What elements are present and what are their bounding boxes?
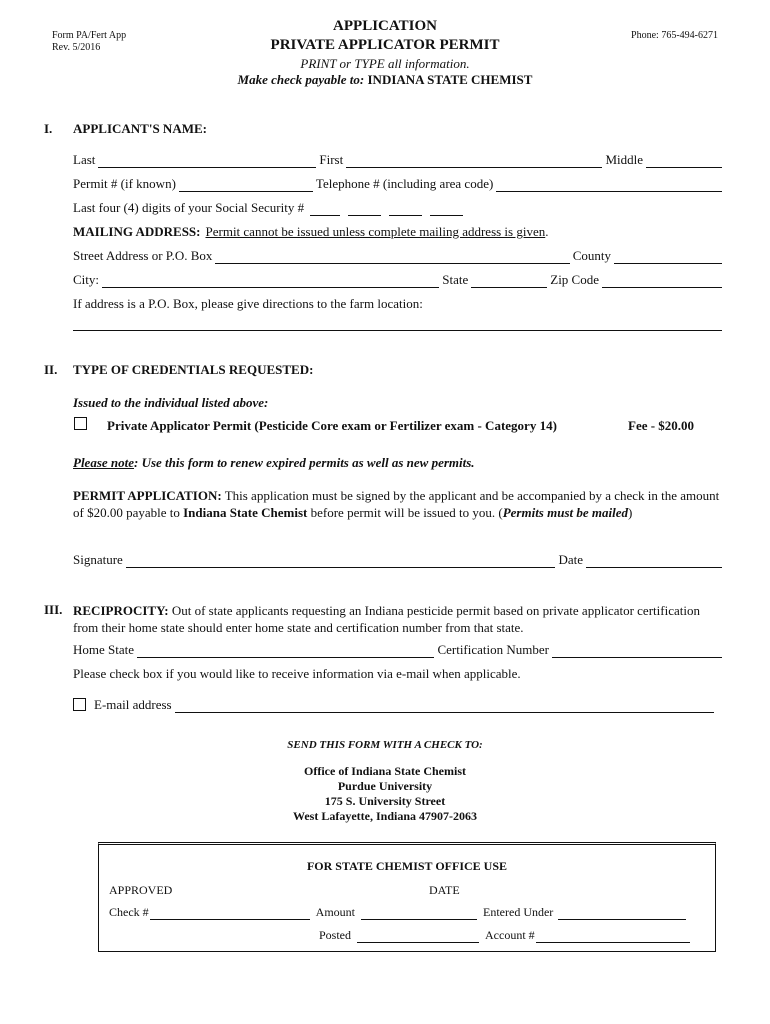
city-label: City: (73, 272, 100, 287)
ssn-label: Last four (4) digits of your Social Security # (73, 200, 305, 215)
permit-application-payee: Indiana State Chemist (183, 505, 308, 520)
first-name-field[interactable] (346, 155, 602, 168)
state-label: State (442, 272, 469, 287)
permit-number-label: Permit # (if known) (73, 176, 176, 191)
form-title: APPLICATION (333, 18, 437, 34)
mailing-line-1: Office of Indiana State Chemist (304, 764, 466, 778)
middle-name-label: Middle (605, 152, 643, 167)
phone-number: Phone: 765-494-6271 (631, 30, 718, 41)
zip-field[interactable] (602, 275, 722, 288)
permit-application-heading: PERMIT APPLICATION: (73, 488, 222, 503)
posted-label: Posted (319, 928, 352, 942)
ssn-digit-2[interactable] (348, 203, 381, 216)
zip-label: Zip Code (550, 272, 599, 287)
reciprocity-paragraph (73, 602, 722, 636)
form-revision: Rev. 5/2016 (52, 42, 101, 53)
email-prompt-row (73, 666, 722, 682)
certification-number-label: Certification Number (437, 642, 549, 657)
ssn-row (73, 200, 722, 216)
farm-directions-field[interactable] (73, 330, 722, 331)
fee-amount: Fee - $20.00 (628, 418, 695, 433)
account-number-label: Account # (485, 928, 535, 942)
section-2-numeral: II. (44, 362, 58, 377)
certification-number-field[interactable] (552, 645, 722, 658)
ssn-digit-4[interactable] (430, 203, 463, 216)
please-note-text: : Use this form to renew expired permits as well as new permits. (134, 455, 475, 470)
first-name-label: First (319, 152, 344, 167)
signature-row (73, 552, 722, 568)
po-box-note: If address is a P.O. Box, please give directions to the farm location: (73, 296, 423, 311)
email-checkbox[interactable] (73, 698, 86, 711)
home-state-field[interactable] (137, 645, 434, 658)
entered-under-field[interactable] (558, 907, 686, 920)
email-row (73, 697, 714, 713)
email-field[interactable] (175, 700, 714, 713)
street-row (73, 248, 722, 264)
mailing-address-label: MAILING ADDRESS: (73, 224, 201, 239)
ssn-digit-1[interactable] (310, 203, 340, 216)
send-form-heading: SEND THIS FORM WITH A CHECK TO: (287, 739, 483, 751)
section-1-heading: APPLICANT'S NAME: (73, 121, 207, 136)
email-label: E-mail address (94, 697, 172, 712)
name-row (73, 152, 722, 168)
mailing-address-heading: MAILING ADDRESS: Permit cannot be issued unless complete mailing address is given . (73, 224, 549, 239)
section-1-numeral: I. (44, 121, 53, 136)
payee-name: INDIANA STATE CHEMIST (367, 72, 533, 87)
payment-instruction (0, 72, 770, 88)
home-state-label: Home State (73, 642, 135, 657)
mailing-line-2: Purdue University (337, 779, 433, 793)
county-field[interactable] (614, 251, 722, 264)
permits-must-be-mailed: Permits must be mailed (502, 505, 629, 520)
permit-application-text-2: before permit will be issued to you. ( (310, 505, 503, 520)
section-2-heading: TYPE OF CREDENTIALS REQUESTED: (73, 362, 314, 377)
permit-application-paragraph (73, 487, 722, 521)
permit-application-text-1: This application must be signed by the applicant and be accompanied by a check in the amount of $20.00 payable to (73, 488, 720, 520)
home-state-row (73, 642, 722, 658)
ssn-digit-3[interactable] (389, 203, 422, 216)
city-row (73, 272, 722, 288)
mailing-line-4: West Lafayette, Indiana 47907-2063 (293, 809, 477, 823)
reciprocity-text: Out of state applicants requesting an Indiana pesticide permit based on private applicator certification from their home state should enter home state and certification number from that state. (73, 603, 700, 635)
street-field[interactable] (215, 251, 569, 264)
amount-label: Amount (315, 905, 355, 919)
check-number-label: Check # (109, 905, 149, 919)
account-number-field[interactable] (536, 930, 690, 943)
telephone-field[interactable] (496, 179, 722, 192)
signature-field[interactable] (126, 555, 556, 568)
county-label: County (572, 248, 611, 263)
form-subtitle: PRIVATE APPLICATOR PERMIT (270, 37, 500, 53)
reciprocity-heading: RECIPROCITY: (73, 603, 169, 618)
issued-to-label: Issued to the individual listed above: (73, 395, 269, 410)
private-applicator-checkbox[interactable] (74, 417, 87, 434)
street-label: Street Address or P.O. Box (73, 248, 213, 263)
section-3-numeral: III. (44, 602, 63, 617)
amount-field[interactable] (361, 907, 477, 920)
check-row (109, 905, 686, 920)
telephone-label: Telephone # (including area code) (315, 176, 494, 191)
mailing-address-note: Permit cannot be issued unless complete mailing address is given (205, 224, 546, 239)
print-instruction: PRINT or TYPE all information. (300, 56, 470, 71)
permit-row (73, 176, 722, 192)
form-id: Form PA/Fert App (52, 30, 127, 41)
private-applicator-option: Private Applicator Permit (Pesticide Core exam or Fertilizer exam - Category 14) (107, 418, 557, 433)
approved-label: APPROVED (109, 883, 173, 897)
posted-row (319, 928, 690, 943)
signature-date-label: Date (558, 552, 583, 567)
signature-label: Signature (73, 552, 123, 567)
posted-field[interactable] (357, 930, 479, 943)
entered-under-label: Entered Under (483, 905, 554, 919)
office-date-label: DATE (429, 883, 460, 897)
state-field[interactable] (471, 275, 547, 288)
middle-name-field[interactable] (646, 155, 722, 168)
please-note-label: Please note (73, 455, 135, 470)
office-use-box (98, 842, 716, 952)
last-name-field[interactable] (98, 155, 316, 168)
check-number-field[interactable] (150, 907, 310, 920)
po-box-note-row (73, 296, 722, 312)
please-note (73, 455, 475, 471)
permit-number-field[interactable] (179, 179, 313, 192)
office-use-heading: FOR STATE CHEMIST OFFICE USE (306, 859, 508, 873)
permit-application-text-3: ) (628, 505, 633, 520)
city-field[interactable] (102, 275, 439, 288)
last-name-label: Last (73, 152, 96, 167)
email-prompt: Please check box if you would like to receive information via e-mail when applicable. (73, 666, 521, 681)
mailing-line-3: 175 S. University Street (324, 794, 446, 808)
make-check-label: Make check payable to: (237, 72, 365, 87)
signature-date-field[interactable] (586, 555, 722, 568)
